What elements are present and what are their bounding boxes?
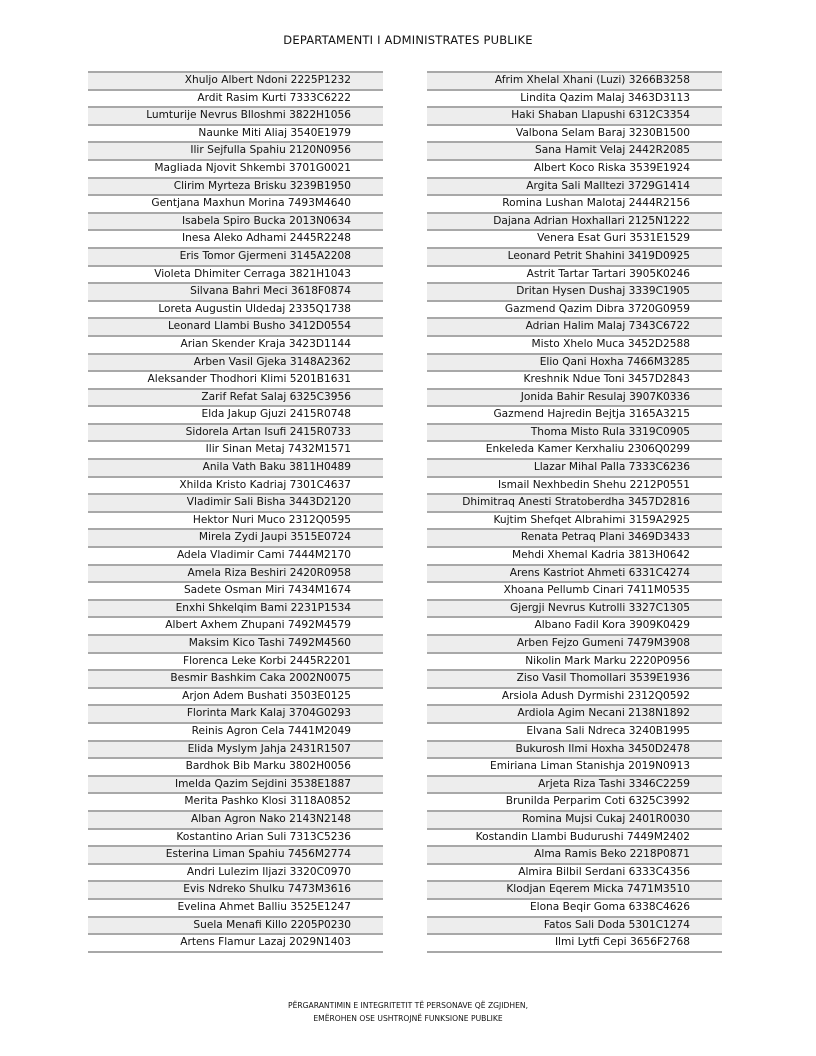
list-row: Kostandin Llambi Budurushi 7449M2402 (427, 830, 722, 848)
list-row: Valbona Selam Baraj 3230B1500 (427, 126, 722, 144)
list-row: Astrit Tartar Tartari 3905K0246 (427, 267, 722, 285)
list-row: Besmir Bashkim Caka 2002N0075 (88, 671, 383, 689)
list-row: Zarif Refat Salaj 6325C3956 (88, 390, 383, 408)
list-row: Romina Lushan Malotaj 2444R2156 (427, 196, 722, 214)
list-row: Anila Vath Baku 3811H0489 (88, 460, 383, 478)
list-row: Haki Shaban Llapushi 6312C3354 (427, 108, 722, 126)
list-row: Gazmend Qazim Dibra 3720G0959 (427, 302, 722, 320)
list-row: Florenca Leke Korbi 2445R2201 (88, 654, 383, 672)
list-row: Bukurosh Ilmi Hoxha 3450D2478 (427, 742, 722, 760)
list-row: Xhuljo Albert Ndoni 2225P1232 (88, 73, 383, 91)
page-footer (0, 999, 816, 1025)
list-row: Sana Hamit Velaj 2442R2085 (427, 143, 722, 161)
list-row: Gjergji Nevrus Kutrolli 3327C1305 (427, 601, 722, 619)
list-row: Almira Bilbil Serdani 6333C4356 (427, 865, 722, 883)
list-row: Renata Petraq Plani 3469D3433 (427, 530, 722, 548)
list-row: Elda Jakup Gjuzi 2415R0748 (88, 407, 383, 425)
list-row: Arben Fejzo Gumeni 7479M3908 (427, 636, 722, 654)
page-title: DEPARTAMENTI I ADMINISTRATES PUBLIKE (283, 33, 533, 47)
list-row: Ilmi Lytfi Cepi 3656F2768 (427, 935, 722, 953)
list-row: Kujtim Shefqet Albrahimi 3159A2925 (427, 513, 722, 531)
list-row: Xhilda Kristo Kadriaj 7301C4637 (88, 478, 383, 496)
list-row: Kreshnik Ndue Toni 3457D2843 (427, 372, 722, 390)
name-list-left-column (88, 71, 383, 953)
list-row: Gazmend Hajredin Bejtja 3165A3215 (427, 407, 722, 425)
list-row: Eris Tomor Gjermeni 3145A2208 (88, 249, 383, 267)
list-row: Fatos Sali Doda 5301C1274 (427, 918, 722, 936)
list-row: Adrian Halim Malaj 7343C6722 (427, 319, 722, 337)
list-row: Albert Koco Riska 3539E1924 (427, 161, 722, 179)
list-row: Klodjan Eqerem Micka 7471M3510 (427, 882, 722, 900)
list-row: Florinta Mark Kalaj 3704G0293 (88, 706, 383, 724)
list-row: Arian Skender Kraja 3423D1144 (88, 337, 383, 355)
list-row: Violeta Dhimiter Cerraga 3821H1043 (88, 267, 383, 285)
list-row: Thoma Misto Rula 3319C0905 (427, 425, 722, 443)
list-row: Merita Pashko Klosi 3118A0852 (88, 794, 383, 812)
list-row: Isabela Spiro Bucka 2013N0634 (88, 214, 383, 232)
footer-line-2: EMËROHEN OSE USHTROJNË FUNKSIONE PUBLIKE (313, 1014, 503, 1023)
list-row: Ziso Vasil Thomollari 3539E1936 (427, 671, 722, 689)
list-row: Alma Ramis Beko 2218P0871 (427, 847, 722, 865)
list-row: Suela Menafi Killo 2205P0230 (88, 918, 383, 936)
list-row: Arjon Adem Bushati 3503E0125 (88, 689, 383, 707)
list-row: Ilir Sinan Metaj 7432M1571 (88, 442, 383, 460)
list-row: Arben Vasil Gjeka 3148A2362 (88, 355, 383, 373)
list-row: Lumturije Nevrus Blloshmi 3822H1056 (88, 108, 383, 126)
list-row: Ismail Nexhbedin Shehu 2212P0551 (427, 478, 722, 496)
list-row: Naunke Miti Aliaj 3540E1979 (88, 126, 383, 144)
list-row: Imelda Qazim Sejdini 3538E1887 (88, 777, 383, 795)
list-row: Kostantino Arian Suli 7313C5236 (88, 830, 383, 848)
list-row: Jonida Bahir Resulaj 3907K0336 (427, 390, 722, 408)
list-row: Xhoana Pellumb Cinari 7411M0535 (427, 583, 722, 601)
list-row: Silvana Bahri Meci 3618F0874 (88, 284, 383, 302)
footer-line-1: PËRGARANTIMIN E INTEGRITETIT TË PERSONAVE QË ZGJIDHEN, (288, 1001, 528, 1010)
list-row: Clirim Myrteza Brisku 3239B1950 (88, 179, 383, 197)
list-row: Dajana Adrian Hoxhallari 2125N1222 (427, 214, 722, 232)
list-row: Amela Riza Beshiri 2420R0958 (88, 566, 383, 584)
name-list-right-column (427, 71, 722, 953)
list-row: Albano Fadil Kora 3909K0429 (427, 618, 722, 636)
list-row: Adela Vladimir Cami 7444M2170 (88, 548, 383, 566)
list-row: Misto Xhelo Muca 3452D2588 (427, 337, 722, 355)
list-row: Bardhok Bib Marku 3802H0056 (88, 759, 383, 777)
list-row: Magliada Njovit Shkembi 3701G0021 (88, 161, 383, 179)
list-row: Nikolin Mark Marku 2220P0956 (427, 654, 722, 672)
list-row: Lindita Qazim Malaj 3463D3113 (427, 91, 722, 109)
list-row: Enkeleda Kamer Kerxhaliu 2306Q0299 (427, 442, 722, 460)
list-row: Albert Axhem Zhupani 7492M4579 (88, 618, 383, 636)
list-row: Llazar Mihal Palla 7333C6236 (427, 460, 722, 478)
list-row: Dhimitraq Anesti Stratoberdha 3457D2816 (427, 495, 722, 513)
list-row: Argita Sali Malltezi 3729G1414 (427, 179, 722, 197)
list-row: Arjeta Riza Tashi 3346C2259 (427, 777, 722, 795)
list-row: Brunilda Perparim Coti 6325C3992 (427, 794, 722, 812)
list-row: Elona Beqir Goma 6338C4626 (427, 900, 722, 918)
list-row: Artens Flamur Lazaj 2029N1403 (88, 935, 383, 953)
list-row: Leonard Llambi Busho 3412D0554 (88, 319, 383, 337)
list-row: Ilir Sejfulla Spahiu 2120N0956 (88, 143, 383, 161)
list-row: Elio Qani Hoxha 7466M3285 (427, 355, 722, 373)
list-row: Vladimir Sali Bisha 3443D2120 (88, 495, 383, 513)
list-row: Aleksander Thodhori Klimi 5201B1631 (88, 372, 383, 390)
list-row: Arens Kastriot Ahmeti 6331C4274 (427, 566, 722, 584)
list-row: Elvana Sali Ndreca 3240B1995 (427, 724, 722, 742)
list-row: Emiriana Liman Stanishja 2019N0913 (427, 759, 722, 777)
list-row: Dritan Hysen Dushaj 3339C1905 (427, 284, 722, 302)
list-row: Hektor Nuri Muco 2312Q0595 (88, 513, 383, 531)
list-row: Mehdi Xhemal Kadria 3813H0642 (427, 548, 722, 566)
list-row: Andri Lulezim Iljazi 3320C0970 (88, 865, 383, 883)
list-row: Esterina Liman Spahiu 7456M2774 (88, 847, 383, 865)
list-row: Maksim Kico Tashi 7492M4560 (88, 636, 383, 654)
list-row: Romina Mujsi Cukaj 2401R0030 (427, 812, 722, 830)
list-row: Arsiola Adush Dyrmishi 2312Q0592 (427, 689, 722, 707)
list-row: Evelina Ahmet Balliu 3525E1247 (88, 900, 383, 918)
list-row: Sadete Osman Miri 7434M1674 (88, 583, 383, 601)
list-row: Reinis Agron Cela 7441M2049 (88, 724, 383, 742)
list-row: Elida Myslym Jahja 2431R1507 (88, 742, 383, 760)
list-row: Ardit Rasim Kurti 7333C6222 (88, 91, 383, 109)
list-row: Sidorela Artan Isufi 2415R0733 (88, 425, 383, 443)
list-row: Gentjana Maxhun Morina 7493M4640 (88, 196, 383, 214)
list-row: Venera Esat Guri 3531E1529 (427, 231, 722, 249)
list-row: Inesa Aleko Adhami 2445R2248 (88, 231, 383, 249)
list-row: Leonard Petrit Shahini 3419D0925 (427, 249, 722, 267)
list-row: Alban Agron Nako 2143N2148 (88, 812, 383, 830)
list-row: Ardiola Agim Necani 2138N1892 (427, 706, 722, 724)
list-row: Afrim Xhelal Xhani (Luzi) 3266B3258 (427, 73, 722, 91)
list-row: Evis Ndreko Shulku 7473M3616 (88, 882, 383, 900)
list-row: Mirela Zydi Jaupi 3515E0724 (88, 530, 383, 548)
list-row: Enxhi Shkelqim Bami 2231P1534 (88, 601, 383, 619)
list-row: Loreta Augustin Uldedaj 2335Q1738 (88, 302, 383, 320)
